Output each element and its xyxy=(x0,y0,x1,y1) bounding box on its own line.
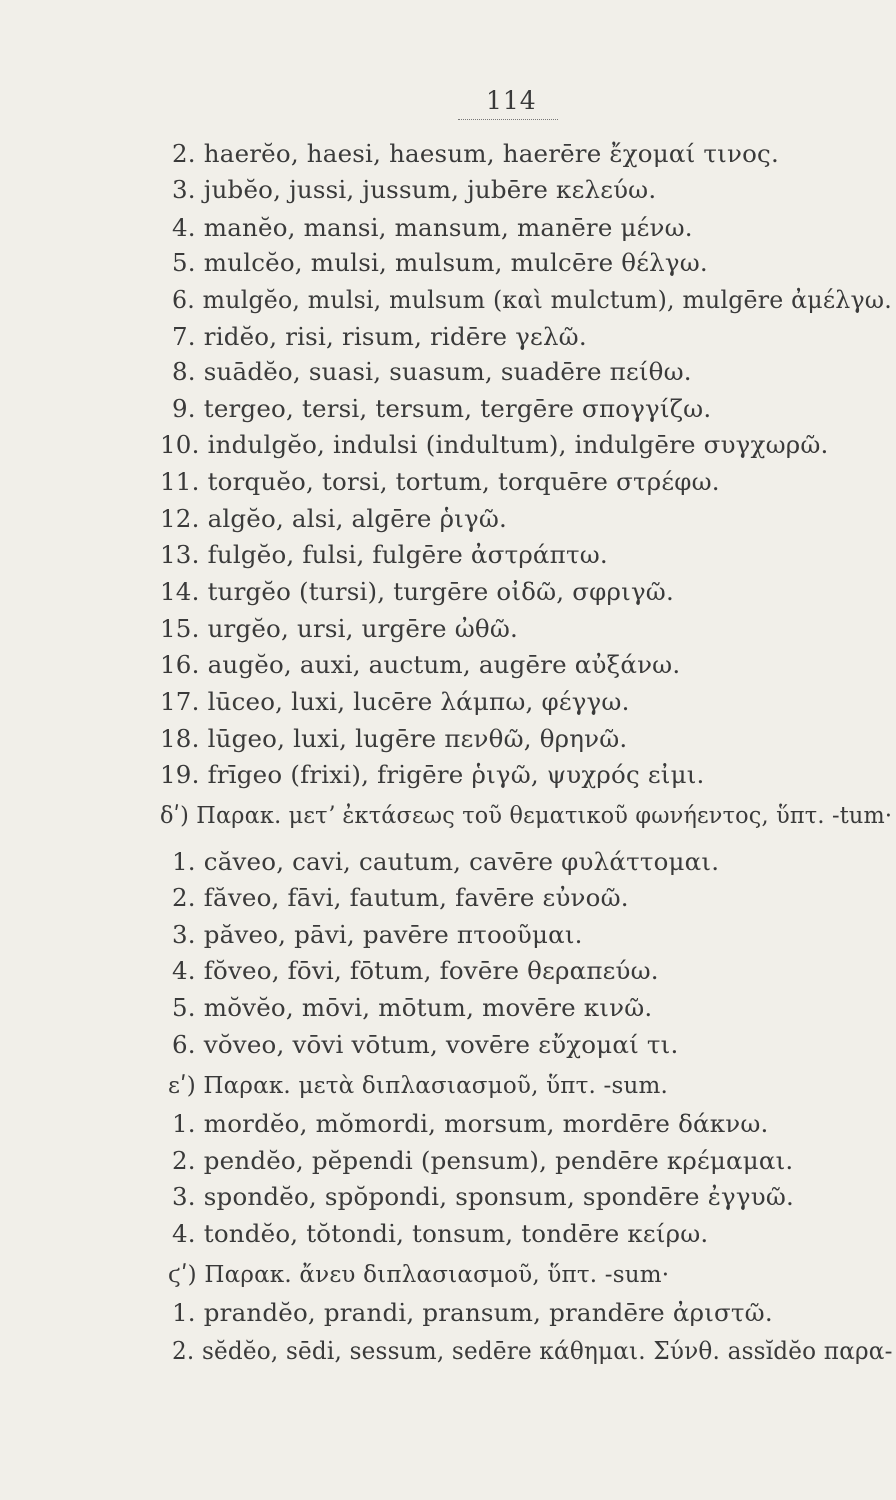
list-item xyxy=(172,357,692,387)
item-text: torquĕo, torsi, tortum, torquēre στρέφω. xyxy=(207,467,720,496)
list-item xyxy=(160,687,630,717)
list-item xyxy=(172,322,587,352)
list-item xyxy=(172,920,583,950)
item-text: vŏveo, vōvi vōtum, vovēre εὔχομαί τι. xyxy=(203,1030,679,1059)
list-item xyxy=(172,285,892,315)
item-text: tergeo, tersi, tersum, tergēre σπογγίζω. xyxy=(203,394,712,423)
item-number: 8. xyxy=(172,357,196,386)
item-text: urgĕo, ursi, urgēre ὠθῶ. xyxy=(207,614,519,643)
item-text: ϛʹ) Παρακ. ἄνευ διπλασιασμοῦ, ὕπτ. -sum· xyxy=(168,1262,670,1288)
list-item xyxy=(172,394,711,424)
list-item xyxy=(172,993,652,1023)
list-item xyxy=(172,1109,769,1139)
list-item xyxy=(172,883,629,913)
list-item xyxy=(172,175,656,205)
item-number: 3. xyxy=(172,920,196,949)
item-text: mordĕo, mŏmordi, morsum, mordēre δάκνω. xyxy=(203,1109,769,1138)
item-text: mulgĕo, mulsi, mulsum (καὶ mulctum), mulgēre ἀμέλγω. xyxy=(202,285,892,314)
list-item xyxy=(160,577,674,607)
item-number: 3. xyxy=(172,1182,196,1211)
list-item xyxy=(160,724,627,754)
item-number: 9. xyxy=(172,394,196,423)
item-text: prandĕo, prandi, pransum, prandēre ἀριστῶ. xyxy=(203,1298,773,1327)
item-number: 6. xyxy=(172,285,195,314)
item-text: ridĕo, risi, risum, ridēre γελῶ. xyxy=(203,322,587,351)
item-number: 4. xyxy=(172,956,196,985)
item-text: εʹ) Παρακ. μετὰ διπλασιασμοῦ, ὕπτ. -sum. xyxy=(168,1073,669,1099)
item-number: 5. xyxy=(172,993,196,1022)
page-number-rule xyxy=(458,119,558,120)
item-number: 13. xyxy=(160,540,200,569)
item-number: 2. xyxy=(172,1146,196,1175)
item-number: 17. xyxy=(160,687,200,716)
item-number: 3. xyxy=(172,175,196,204)
item-text: făveo, fāvi, fautum, favēre εὐνοῶ. xyxy=(203,883,629,912)
item-number: 12. xyxy=(160,504,200,533)
item-text: indulgĕo, indulsi (indultum), indulgēre συγχωρῶ. xyxy=(207,430,829,459)
list-item xyxy=(172,1182,794,1212)
item-text: fulgĕo, fulsi, fulgēre ἀστράπτω. xyxy=(207,540,608,569)
item-text: lūgeo, luxi, lugēre πενθῶ, θρηνῶ. xyxy=(207,724,628,753)
list-item xyxy=(172,213,693,243)
item-text: mulcĕo, mulsi, mulsum, mulcēre θέλγω. xyxy=(203,248,708,277)
list-item xyxy=(160,504,507,534)
item-text: turgĕo (tursi), turgēre οἰδῶ, σφριγῶ. xyxy=(207,577,674,606)
item-text: mŏvĕo, mōvi, mōtum, movēre κινῶ. xyxy=(203,993,653,1022)
item-number: 2. xyxy=(172,883,196,912)
item-text: sĕdĕo, sēdi, sessum, sedēre κάθημαι. Σύνθ. assĭdĕo παρα- xyxy=(202,1336,893,1365)
item-number: 1. xyxy=(172,1109,196,1138)
item-text: augĕo, auxi, auctum, augēre αὐξάνω. xyxy=(207,650,681,679)
item-text: spondĕo, spŏpondi, sponsum, spondēre ἐγγυῶ. xyxy=(203,1182,794,1211)
section-heading xyxy=(168,1260,669,1290)
list-item xyxy=(172,1336,893,1366)
list-item xyxy=(172,139,779,169)
item-text: jubĕo, jussi, jussum, jubēre κελεύω. xyxy=(203,175,657,204)
item-number: 19. xyxy=(160,760,200,789)
item-number: 1. xyxy=(172,847,196,876)
item-number: 2. xyxy=(172,139,196,168)
item-number: 2. xyxy=(172,1336,195,1365)
item-number: 11. xyxy=(160,467,200,496)
list-item xyxy=(160,430,829,460)
list-item xyxy=(160,614,518,644)
item-number: 1. xyxy=(172,1298,196,1327)
list-item xyxy=(172,1298,773,1328)
item-text: haerĕo, haesi, haesum, haerēre ἔχομαί τινος. xyxy=(203,139,779,168)
list-item xyxy=(160,540,608,570)
list-item xyxy=(172,248,708,278)
page-number: 114 xyxy=(486,86,537,115)
item-text: manĕo, mansi, mansum, manēre μένω. xyxy=(203,213,693,242)
item-number: 18. xyxy=(160,724,200,753)
item-number: 6. xyxy=(172,1030,196,1059)
item-number: 7. xyxy=(172,322,196,351)
list-item xyxy=(172,956,659,986)
item-text: frīgeo (frixi), frigēre ῥιγῶ, ψυχρός εἰμι. xyxy=(207,760,705,789)
list-item xyxy=(172,1030,678,1060)
item-text: tondĕo, tŏtondi, tonsum, tondēre κείρω. xyxy=(203,1219,709,1248)
list-item xyxy=(172,847,719,877)
item-text: pendĕo, pĕpendi (pensum), pendēre κρέμαμαι. xyxy=(203,1146,794,1175)
item-text: δʹ) Παρακ. μετʼ ἐκτάσεως τοῦ θεματικοῦ φωνήεντος, ὕπτ. -tum· xyxy=(160,803,893,829)
list-item xyxy=(160,760,705,790)
list-item xyxy=(160,467,720,497)
section-heading xyxy=(168,1071,668,1101)
item-number: 10. xyxy=(160,430,200,459)
item-number: 15. xyxy=(160,614,200,643)
list-item xyxy=(172,1219,708,1249)
item-text: lūceo, luxi, lucēre λάμπω, φέγγω. xyxy=(207,687,630,716)
item-text: căveo, cavi, cautum, cavēre φυλάττομαι. xyxy=(203,847,720,876)
list-item xyxy=(172,1146,793,1176)
item-number: 4. xyxy=(172,1219,196,1248)
list-item xyxy=(160,650,680,680)
section-heading xyxy=(160,801,892,831)
item-number: 5. xyxy=(172,248,196,277)
item-number: 16. xyxy=(160,650,200,679)
item-text: algĕo, alsi, algēre ῥιγῶ. xyxy=(207,504,507,533)
item-number: 4. xyxy=(172,213,196,242)
item-number: 14. xyxy=(160,577,200,606)
item-text: suādĕo, suasi, suasum, suadēre πείθω. xyxy=(203,357,692,386)
item-text: păveo, pāvi, pavēre πτοοῦμαι. xyxy=(203,920,583,949)
item-text: fŏveo, fōvi, fōtum, fovēre θεραπεύω. xyxy=(203,956,659,985)
